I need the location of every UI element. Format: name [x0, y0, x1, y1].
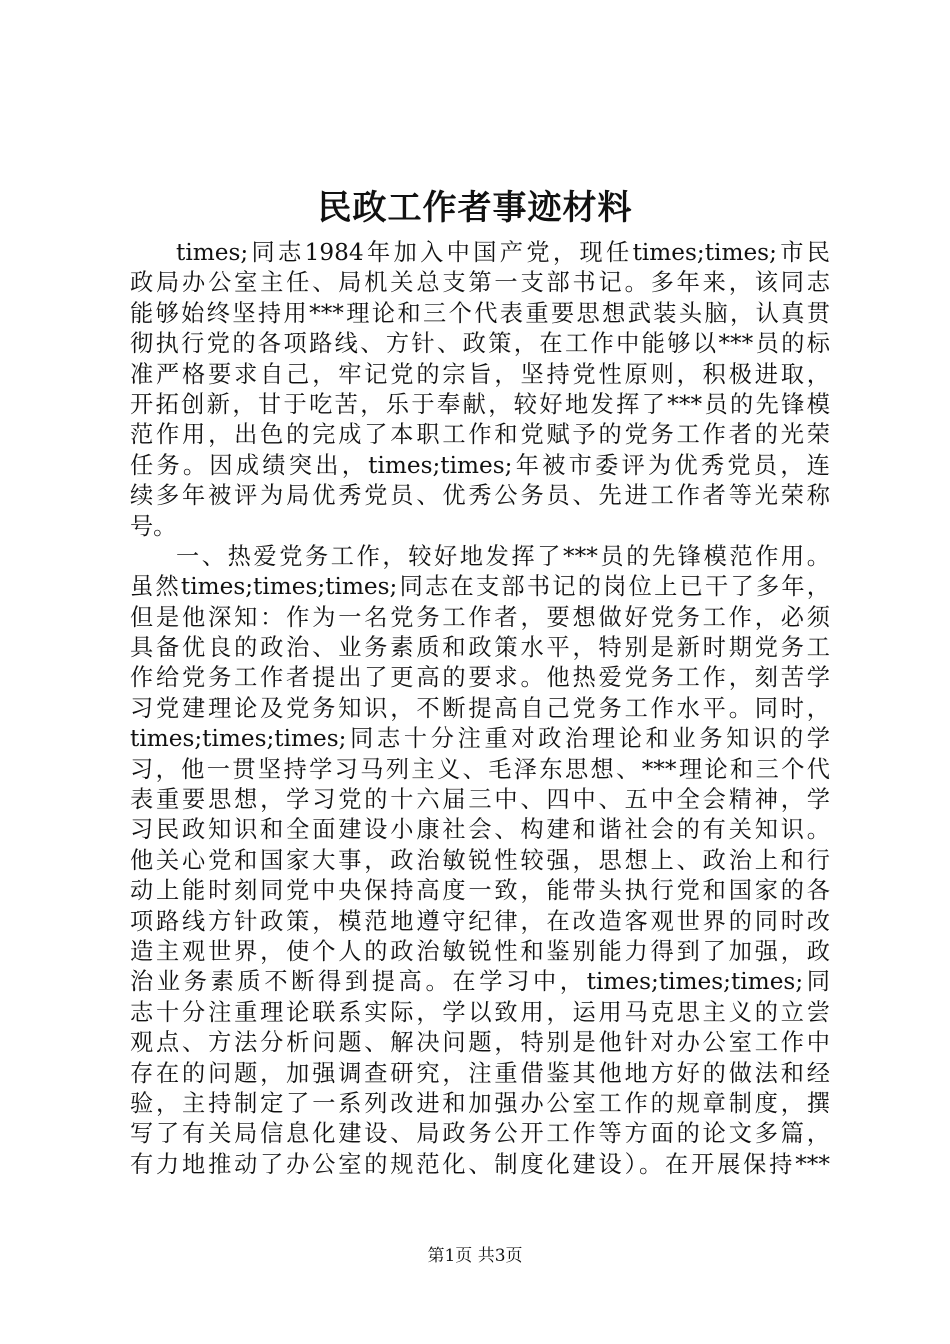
document-title: 民政工作者事迹材料: [317, 188, 633, 228]
text-line: 具备优良的政治、业务素质和政策水平，特别是新时期党务工: [130, 634, 830, 662]
text-line: 一、热爱党务工作，较好地发挥了***员的先锋模范作用。: [176, 542, 830, 570]
text-line: 写了有关局信息化建设、局政务公开工作等方面的论文多篇，: [130, 1120, 830, 1148]
text-line: times;同志1984年加入中国产党，现任times;times;市民: [176, 239, 830, 266]
text-line: 习民政知识和全面建设小康社会、构建和谐社会的有关知识。: [130, 816, 830, 844]
text-line: 验，主持制定了一系列改进和加强办公室工作的规章制度，撰: [130, 1089, 830, 1117]
text-line: 存在的问题，加强调查研究，注重借鉴其他地方好的做法和经: [130, 1059, 830, 1087]
text-line: 任务。因成绩突出，times;times;年被市委评为优秀党员，连: [130, 451, 830, 479]
text-line: 造主观世界，使个人的政治敏锐性和鉴别能力得到了加强，政: [130, 937, 830, 965]
text-line: 范作用，出色的完成了本职工作和党赋予的党务工作者的光荣: [130, 421, 830, 449]
text-line: 彻执行党的各项路线、方针、政策，在工作中能够以***员的标: [130, 330, 830, 358]
text-line: 号。: [130, 512, 177, 540]
text-line: 有力地推动了办公室的规范化、制度化建设）。在开展保持***: [130, 1150, 830, 1178]
text-line: 观点、方法分析问题、解决问题，特别是他针对办公室工作中: [130, 1029, 830, 1057]
text-line: 但是他深知：作为一名党务工作者，要想做好党务工作，必须: [130, 603, 830, 631]
text-line: times;times;times;同志十分注重对政治理论和业务知识的学: [130, 725, 830, 753]
text-line: 动上能时刻同党中央保持高度一致，能带头执行党和国家的各: [130, 877, 830, 905]
text-line: 治业务素质不断得到提高。在学习中，times;times;times;同: [130, 968, 830, 996]
text-line: 志十分注重理论联系实际，学以致用，运用马克思主义的立尝: [130, 998, 830, 1026]
text-line: 准严格要求自己，牢记党的宗旨，坚持党性原则，积极进取，: [130, 360, 830, 388]
text-line: 开拓创新，甘于吃苦，乐于奉献，较好地发挥了***员的先锋模: [130, 390, 830, 418]
text-line: 表重要思想，学习党的十六届三中、四中、五中全会精神，学: [130, 786, 830, 814]
text-line: 习，他一贯坚持学习马列主义、毛泽东思想、***理论和三个代: [130, 755, 830, 783]
page-footer: 第1页 共3页: [427, 1246, 523, 1266]
text-line: 政局办公室主任、局机关总支第一支部书记。多年来，该同志: [130, 269, 830, 297]
text-line: 作给党务工作者提出了更高的要求。他热爱党务工作，刻苦学: [130, 664, 830, 692]
text-line: 项路线方针政策，模范地遵守纪律，在改造客观世界的同时改: [130, 907, 830, 935]
text-line: 能够始终坚持用***理论和三个代表重要思想武装头脑，认真贯: [130, 299, 830, 327]
text-line: 虽然times;times;times;同志在支部书记的岗位上已干了多年，: [130, 573, 830, 601]
text-line: 他关心党和国家大事，政治敏锐性较强，思想上、政治上和行: [130, 846, 830, 874]
text-line: 续多年被评为局优秀党员、优秀公务员、先进工作者等光荣称: [130, 482, 830, 510]
document-body: [130, 238, 830, 1180]
text-line: 习党建理论及党务知识，不断提高自己党务工作水平。同时，: [130, 694, 830, 722]
